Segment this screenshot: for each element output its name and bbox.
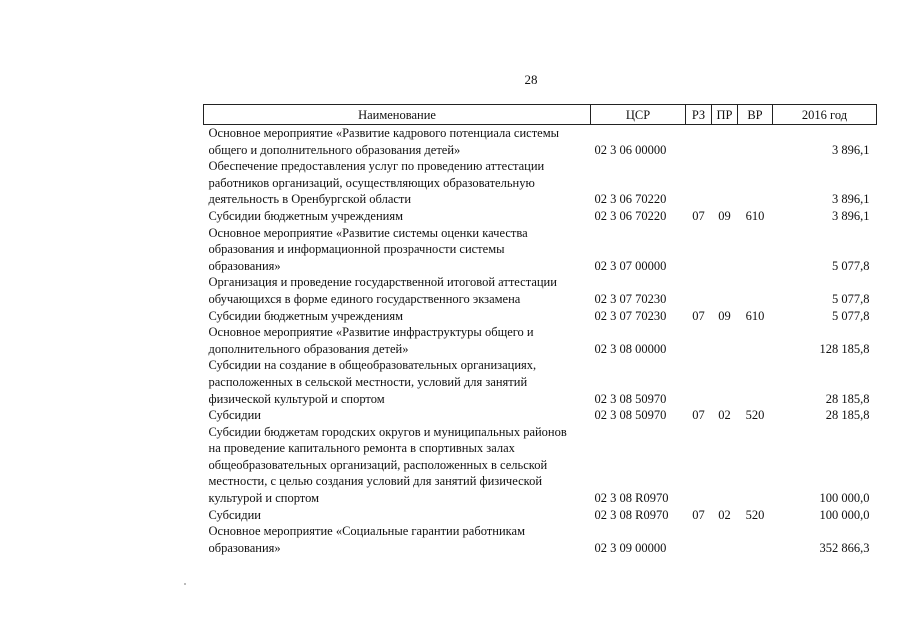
row-name xyxy=(204,274,591,307)
row-name-line: на проведение капитального ремонта в спортивных залах xyxy=(208,441,515,456)
row-pr xyxy=(712,125,738,159)
row-name-line: Основное мероприятие «Социальные гарантии работникам xyxy=(208,524,525,539)
row-name xyxy=(204,308,591,325)
row-rz xyxy=(686,125,712,159)
row-sum: 3 896,1 xyxy=(832,192,870,207)
row-vr: 610 xyxy=(745,208,765,223)
row-pr xyxy=(712,523,738,556)
row-name-line: дополнительного образования детей» xyxy=(208,341,409,356)
row-rz xyxy=(686,424,712,507)
row-name-line: образования» xyxy=(208,258,281,273)
row-csr: 02 3 07 00000 xyxy=(594,258,667,273)
row-pr xyxy=(712,274,738,307)
table-row xyxy=(204,424,877,507)
row-name xyxy=(204,407,591,424)
row-name-line: местности, с целью создания условий для занятий физической xyxy=(208,474,543,489)
table-row xyxy=(204,125,877,159)
row-name-line: культурой и спортом xyxy=(208,491,320,506)
row-name-line: Основное мероприятие «Развитие инфраструктуры общего и xyxy=(208,325,534,340)
row-pr xyxy=(712,424,738,507)
row-name xyxy=(204,125,591,159)
row-rz: 07 xyxy=(692,408,705,423)
row-name xyxy=(204,208,591,225)
row-sum: 5 077,8 xyxy=(832,291,870,306)
row-name xyxy=(204,158,591,208)
row-rz xyxy=(686,158,712,208)
row-rz: 07 xyxy=(692,208,705,223)
row-csr: 02 3 07 70230 xyxy=(594,291,667,306)
row-rz xyxy=(686,324,712,357)
row-name-line: Субсидии бюджетным учреждениям xyxy=(208,308,404,323)
page-number: 28 xyxy=(524,72,538,87)
header-year: 2016 год xyxy=(773,105,877,125)
table-row xyxy=(204,208,877,225)
row-pr: 09 xyxy=(718,308,731,323)
row-sum: 100 000,0 xyxy=(819,491,870,506)
row-csr: 02 3 08 R0970 xyxy=(594,491,669,506)
row-sum: 3 896,1 xyxy=(832,208,870,223)
row-sum: 352 866,3 xyxy=(819,540,870,555)
row-rz xyxy=(686,523,712,556)
header-pr: ПР xyxy=(712,105,738,125)
row-name-line: деятельность в Оренбургской области xyxy=(208,192,412,207)
row-pr: 02 xyxy=(718,408,731,423)
row-name-line: работников организаций, осуществляющих образовательную xyxy=(208,175,535,190)
row-name-line: общего и дополнительного образования детей» xyxy=(208,142,461,157)
row-rz xyxy=(686,274,712,307)
row-csr: 02 3 08 50970 xyxy=(594,408,667,423)
row-vr xyxy=(738,357,773,407)
row-name xyxy=(204,357,591,407)
row-csr: 02 3 07 70230 xyxy=(594,308,667,323)
row-name xyxy=(204,507,591,524)
row-csr: 02 3 08 00000 xyxy=(594,341,667,356)
scan-speck xyxy=(184,583,186,585)
row-pr xyxy=(712,357,738,407)
row-vr xyxy=(738,324,773,357)
row-vr: 610 xyxy=(745,308,765,323)
row-vr xyxy=(738,424,773,507)
row-rz: 07 xyxy=(692,308,705,323)
budget-table xyxy=(203,104,877,556)
table-row xyxy=(204,225,877,275)
row-rz xyxy=(686,357,712,407)
row-name-line: Субсидии бюджетным учреждениям xyxy=(208,208,404,223)
table-row xyxy=(204,357,877,407)
row-sum: 128 185,8 xyxy=(819,341,870,356)
row-sum: 28 185,8 xyxy=(825,391,870,406)
row-name-line: Субсидии xyxy=(208,507,261,522)
row-name-line: расположенных в сельской местности, условий для занятий xyxy=(208,374,528,389)
row-name-line: Субсидии бюджетам городских округов и муниципальных районов xyxy=(208,424,567,439)
row-name-line: образования и информационной прозрачности системы xyxy=(208,242,505,257)
table-row xyxy=(204,523,877,556)
row-name xyxy=(204,424,591,507)
row-pr xyxy=(712,324,738,357)
row-pr xyxy=(712,158,738,208)
row-sum: 5 077,8 xyxy=(832,308,870,323)
row-vr xyxy=(738,225,773,275)
row-name-line: Субсидии xyxy=(208,408,261,423)
row-csr: 02 3 06 70220 xyxy=(594,192,667,207)
row-vr: 520 xyxy=(745,408,765,423)
row-name-line: образования» xyxy=(208,540,281,555)
table-row xyxy=(204,507,877,524)
row-name-line: Основное мероприятие «Развитие системы оценки качества xyxy=(208,225,528,240)
table-row xyxy=(204,324,877,357)
row-name-line: общеобразовательных организаций, расположенных в сельской xyxy=(208,457,548,472)
row-vr xyxy=(738,158,773,208)
row-csr: 02 3 06 00000 xyxy=(594,142,667,157)
row-csr: 02 3 09 00000 xyxy=(594,540,667,555)
row-rz: 07 xyxy=(692,507,705,522)
row-name xyxy=(204,225,591,275)
table-row xyxy=(204,274,877,307)
row-name-line: Организация и проведение государственной итоговой аттестации xyxy=(208,275,557,290)
table-row xyxy=(204,158,877,208)
row-sum: 5 077,8 xyxy=(832,258,870,273)
row-name-line: обучающихся в форме единого государственного экзамена xyxy=(208,291,521,306)
row-csr: 02 3 08 R0970 xyxy=(594,507,669,522)
header-rz: РЗ xyxy=(686,105,712,125)
table-row xyxy=(204,407,877,424)
row-pr xyxy=(712,225,738,275)
row-sum: 3 896,1 xyxy=(832,142,870,157)
row-sum: 28 185,8 xyxy=(825,408,870,423)
row-csr: 02 3 06 70220 xyxy=(594,208,667,223)
row-vr xyxy=(738,523,773,556)
header-name: Наименование xyxy=(204,105,591,125)
row-name-line: Обеспечение предоставления услуг по проведению аттестации xyxy=(208,159,545,174)
table-header-row xyxy=(204,105,877,125)
row-csr: 02 3 08 50970 xyxy=(594,391,667,406)
row-pr: 02 xyxy=(718,507,731,522)
row-name-line: Основное мероприятие «Развитие кадрового потенциала системы xyxy=(208,126,560,140)
row-vr: 520 xyxy=(745,507,765,522)
row-name-line: физической культурой и спортом xyxy=(208,391,385,406)
table-row xyxy=(204,308,877,325)
row-pr: 09 xyxy=(718,208,731,223)
row-name-line: Субсидии на создание в общеобразовательных организациях, xyxy=(208,358,537,373)
row-name xyxy=(204,523,591,556)
table-body xyxy=(204,125,877,557)
row-name xyxy=(204,324,591,357)
row-sum: 100 000,0 xyxy=(819,507,870,522)
row-rz xyxy=(686,225,712,275)
header-csr: ЦСР xyxy=(591,105,686,125)
row-vr xyxy=(738,274,773,307)
header-vr: ВР xyxy=(738,105,773,125)
row-vr xyxy=(738,125,773,159)
